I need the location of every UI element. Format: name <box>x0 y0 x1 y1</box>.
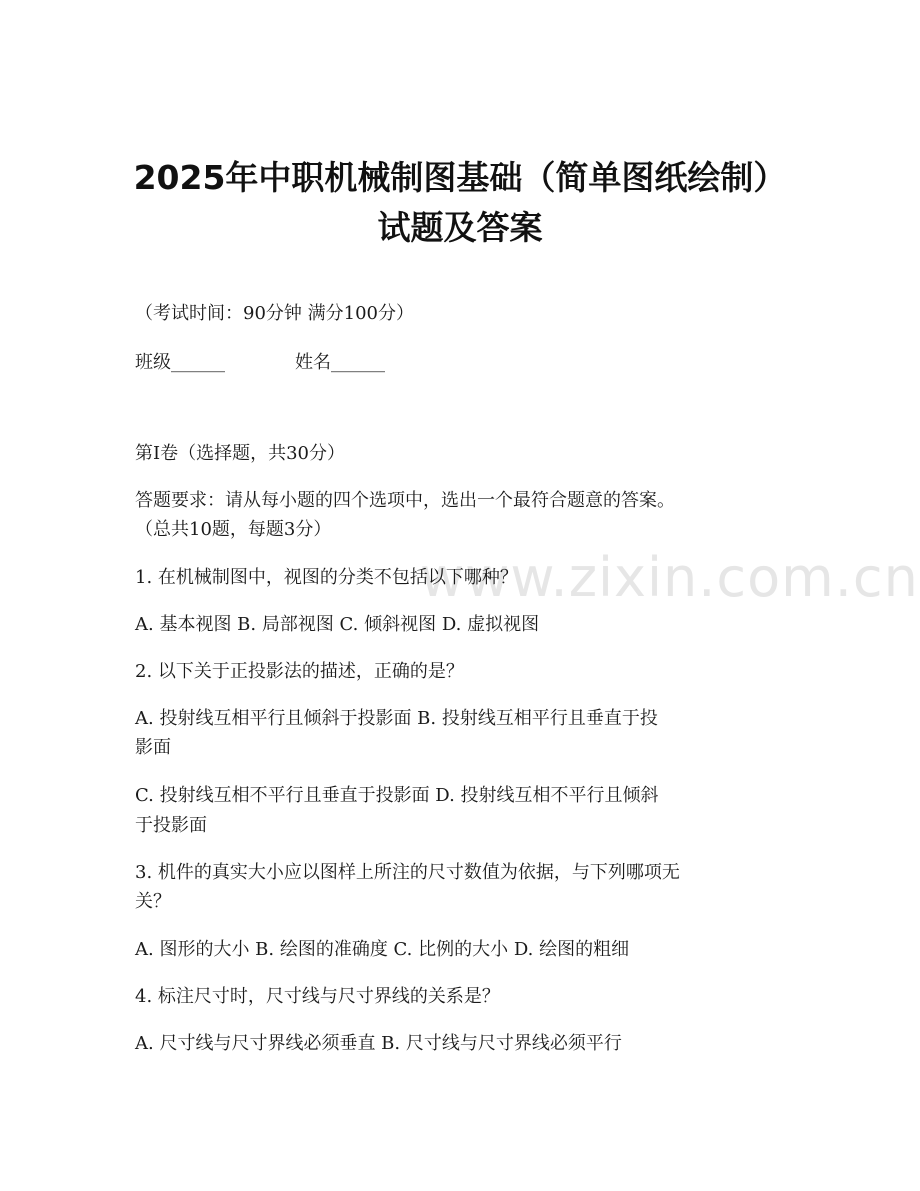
question-2-options-line-3: C. 投射线互相不平行且垂直于投影面 D. 投射线互相不平行且倾斜 <box>135 785 659 806</box>
question-2-options-line-2: 影面 <box>135 737 171 758</box>
question-4-options: A. 尺寸线与尺寸界线必须垂直 B. 尺寸线与尺寸界线必须平行 <box>135 1033 622 1054</box>
class-field: 班级______ <box>135 352 225 373</box>
question-3-stem-line-1: 3. 机件的真实大小应以图样上所注的尺寸数值为依据，与下列哪项无 <box>135 862 680 883</box>
question-4-stem: 4. 标注尺寸时，尺寸线与尺寸界线的关系是？ <box>135 986 500 1007</box>
section-heading: 第Ⅰ卷（选择题，共30分） <box>135 443 346 464</box>
question-3-stem-line-2: 关？ <box>135 891 171 912</box>
instructions-line-1: 答题要求：请从每小题的四个选项中，选出一个最符合题意的答案。 <box>135 490 675 511</box>
question-2-options-line-1: A. 投射线互相平行且倾斜于投影面 B. 投射线互相平行且垂直于投 <box>135 708 658 729</box>
title-line-2: 试题及答案 <box>377 208 543 247</box>
exam-info: （考试时间：90分钟 满分100分） <box>135 303 414 324</box>
name-field: 姓名______ <box>295 352 385 373</box>
question-2-options-line-4: 于投影面 <box>135 815 207 836</box>
question-1-options: A. 基本视图 B. 局部视图 C. 倾斜视图 D. 虚拟视图 <box>135 614 540 635</box>
instructions-line-2: （总共10题，每题3分） <box>135 519 332 540</box>
watermark: www.zixin.com.cn <box>420 546 919 609</box>
question-1-stem: 1. 在机械制图中，视图的分类不包括以下哪种？ <box>135 567 518 588</box>
title-line-1: 2025年中职机械制图基础（简单图纸绘制） <box>133 158 787 197</box>
question-2-stem: 2. 以下关于正投影法的描述，正确的是？ <box>135 661 464 682</box>
question-3-options: A. 图形的大小 B. 绘图的准确度 C. 比例的大小 D. 绘图的粗细 <box>135 939 630 960</box>
